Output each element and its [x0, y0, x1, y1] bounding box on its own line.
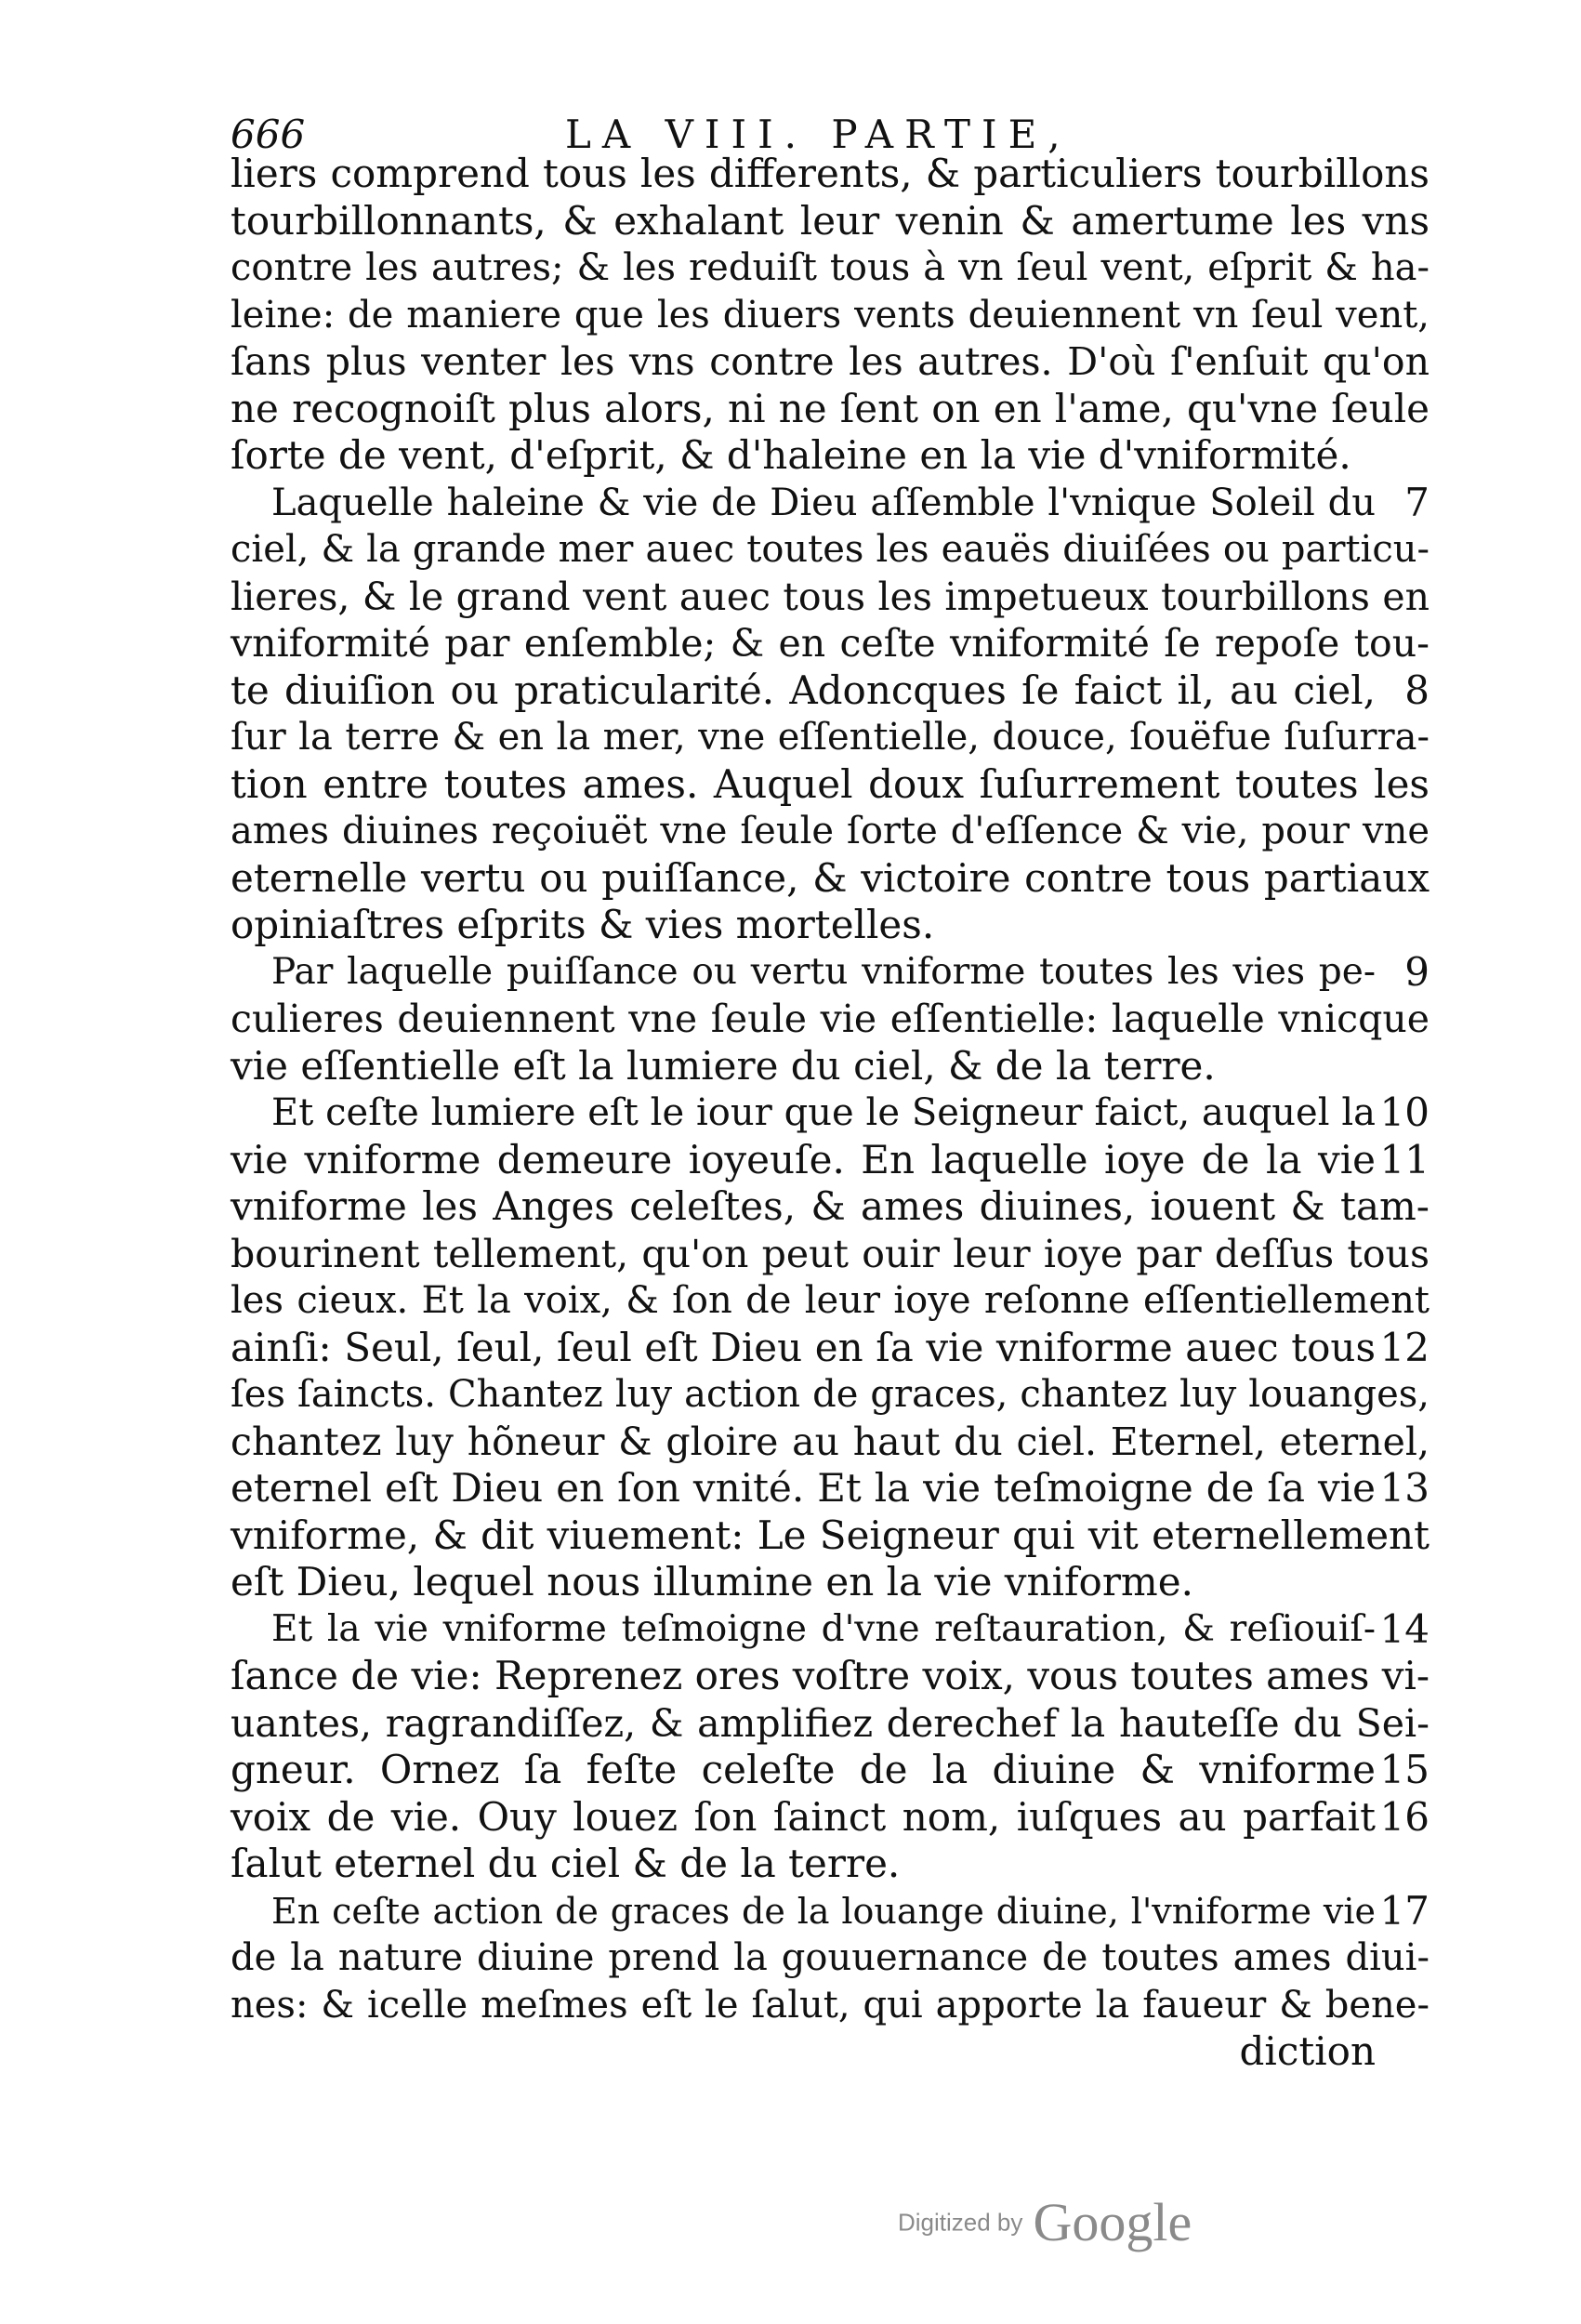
- text-line-content: vniforme les Anges celeſtes, & ames diuines, iouent & tam-: [231, 1183, 1429, 1229]
- text-line: [231, 1841, 1429, 1888]
- text-line: [231, 1465, 1429, 1512]
- text-line: [231, 386, 1429, 433]
- verse-number: 12: [1379, 1324, 1429, 1370]
- text-line-content: vniformité par enſemble; & en ceſte vniformité ſe repoſe tou-: [231, 621, 1429, 666]
- text-line-content: ciel, & la grande mer auec toutes les eauës diuiſées ou particu-: [231, 528, 1429, 571]
- text-line-content: eternelle vertu ou puiſſance, & victoire contre tous partiaux: [231, 854, 1429, 901]
- text-line-content: En ceſte action de graces de la louange diuine, l'vniforme vie: [271, 1890, 1376, 1932]
- text-line: [231, 1231, 1429, 1278]
- text-line: [231, 667, 1429, 715]
- text-line-content: bourinent tellement, qu'on peut ouir leur ioye par deſſus tous: [231, 1231, 1429, 1276]
- verse-number: 11: [1379, 1136, 1429, 1182]
- text-line: [231, 1606, 1429, 1654]
- text-line: [231, 432, 1429, 480]
- text-line-content: ſance de vie: Reprenez ores voſtre voix, vous toutes ames vi-: [231, 1653, 1430, 1698]
- text-line: [231, 1137, 1429, 1184]
- verse-number: 8: [1404, 667, 1429, 713]
- text-line-content: ſes ſaincts. Chantez luy action de graces, chantez luy louanges,: [231, 1373, 1429, 1416]
- text-line: [231, 151, 1429, 198]
- text-line-content: ſur la terre & en la mer, vne eſſentielle, douce, ſouëfue ſuſurra-: [231, 716, 1429, 759]
- text-line-content: contre les autres; & les reduiſt tous à vn ſeul vent, eſprit & ha-: [231, 246, 1429, 289]
- text-line: [231, 1700, 1429, 1748]
- verse-number: 13: [1379, 1465, 1429, 1511]
- text-line-content: opiniaſtres eſprits & vies mortelles.: [231, 902, 935, 947]
- verse-number: 14: [1379, 1605, 1429, 1652]
- text-line: [231, 1982, 1429, 2029]
- text-line: [231, 1747, 1429, 1794]
- text-line-content: gneur. Ornez ſa feſte celeſte de la diuine & vniforme: [231, 1747, 1376, 1792]
- text-line: [231, 1325, 1429, 1372]
- text-line: [231, 949, 1429, 997]
- text-line-content: tion entre toutes ames. Auquel doux ſuſurrement toutes les: [231, 760, 1429, 807]
- text-line: [231, 620, 1429, 667]
- text-line: [231, 1559, 1429, 1606]
- text-line-content: nes: & icelle meſmes eſt le ſalut, qui apporte la faueur & bene-: [231, 1983, 1429, 2027]
- text-line-content: te diuiſion ou praticularité. Adoncques ſe faict il, au ciel,: [231, 667, 1376, 713]
- text-line: [231, 1419, 1429, 1466]
- text-line-content: ainſi: Seul, ſeul, ſeul eſt Dieu en ſa vie vniforme auec tous: [231, 1324, 1376, 1370]
- google-logo: Google: [1033, 2191, 1192, 2252]
- text-line-content: chantez luy hõneur & gloire au haut du ciel. Eternel, eternel,: [231, 1419, 1429, 1464]
- text-line: [231, 714, 1429, 761]
- text-line-content: vie eſſentielle eſt la lumiere du ciel, & de la terre.: [231, 1042, 1216, 1089]
- text-line: [231, 902, 1429, 949]
- text-line-content: Et ceſte lumiere eſt le iour que le Seigneur faict, auquel la: [271, 1091, 1376, 1134]
- catchword: diction: [1239, 2028, 1376, 2074]
- verse-number: 15: [1379, 1747, 1429, 1792]
- text-line-content: ſorte de vent, d'eſprit, & d'haleine en la vie d'vniformité.: [231, 432, 1351, 478]
- text-line-content: Laquelle haleine & vie de Dieu aſſemble l'vnique Soleil du: [271, 481, 1376, 524]
- running-title: LA VIII. PARTIE,: [565, 112, 1072, 157]
- verse-number: 16: [1379, 1793, 1429, 1840]
- text-line: [231, 338, 1429, 386]
- text-line-content: ames diuines reçoiuët vne ſeule ſorte d'eſſence & vie, pour vne: [231, 810, 1429, 852]
- text-line-content: ſalut eternel du ciel & de la terre.: [231, 1841, 901, 1886]
- text-line: [231, 1653, 1429, 1700]
- digitized-watermark: [898, 2191, 1192, 2252]
- text-line-content: vie vniforme demeure ioyeuſe. En laquelle ioye de la vie: [231, 1136, 1376, 1182]
- verse-number: 10: [1379, 1089, 1429, 1135]
- text-line-content: uantes, ragrandiſſez, & amplifiez derechef la hauteſſe du Sei-: [231, 1700, 1429, 1746]
- text-line: [231, 1183, 1429, 1231]
- text-line: [231, 526, 1429, 574]
- text-line: [231, 1512, 1429, 1560]
- text-line: [231, 1043, 1429, 1090]
- text-line-content: lieres, & le grand vent auec tous les impetueux tourbillons en: [231, 574, 1429, 619]
- text-line-content: leine: de maniere que les diuers vents deuiennent vn ſeul vent,: [231, 293, 1429, 337]
- page-number: 666: [231, 112, 306, 157]
- text-line-content: eternel eſt Dieu en ſon vnité. Et la vie teſmoigne de ſa vie: [231, 1465, 1376, 1511]
- verse-number: 7: [1404, 479, 1429, 525]
- text-line: [231, 574, 1429, 621]
- text-line: [231, 1371, 1429, 1419]
- text-line-content: tourbillonnants, & exhalant leur venin & amertume les vns: [231, 197, 1429, 244]
- text-line: [231, 855, 1429, 903]
- text-line: [231, 480, 1429, 527]
- text-line-content: voix de vie. Ouy louez ſon ſainct nom, iuſques au parfait: [231, 1793, 1376, 1840]
- text-line-content: Par laquelle puiſſance ou vertu vniforme toutes les vies pe-: [271, 950, 1376, 993]
- body-text: [231, 151, 1429, 2076]
- text-line-content: Et la vie vniforme teſmoigne d'vne reſtauration, & reſiouiſ-: [271, 1607, 1376, 1650]
- digitized-by-label: Digitized by: [898, 2208, 1023, 2237]
- text-line-content: ſans plus venter les vns contre les autres. D'où ſ'enſuit qu'on: [231, 339, 1429, 384]
- text-line-content: vniforme, & dit viuement: Le Seigneur qui vit eternellement: [231, 1512, 1429, 1558]
- text-line-content: ne recognoiſt plus alors, ni ne ſent on en l'ame, qu'vne ſeule: [231, 385, 1429, 431]
- text-line: [231, 1794, 1429, 1842]
- text-line-content: culieres deuiennent vne ſeule vie eſſentielle: laquelle vnicque: [231, 997, 1429, 1041]
- text-line-content: eſt Dieu, lequel nous illumine en la vie vniforme.: [231, 1559, 1193, 1604]
- text-line-content: les cieux. Et la voix, & ſon de leur ioye reſonne eſſentiellement: [231, 1279, 1429, 1322]
- verse-number: 17: [1379, 1887, 1429, 1934]
- text-line: [231, 761, 1429, 809]
- text-line: [231, 996, 1429, 1043]
- text-line-content: liers comprend tous les differents, & particuliers tourbillons: [231, 151, 1429, 196]
- text-line: [231, 1277, 1429, 1325]
- text-line: [231, 808, 1429, 855]
- text-line: [231, 1888, 1429, 1935]
- text-line: [231, 292, 1429, 339]
- text-line: [231, 1089, 1429, 1137]
- verse-number: 9: [1404, 948, 1429, 995]
- text-line: [231, 198, 1429, 245]
- text-line-content: de la nature diuine prend la gouuernance de toutes ames diui-: [231, 1936, 1429, 1979]
- text-line: [231, 1934, 1429, 1982]
- text-line: [231, 244, 1429, 292]
